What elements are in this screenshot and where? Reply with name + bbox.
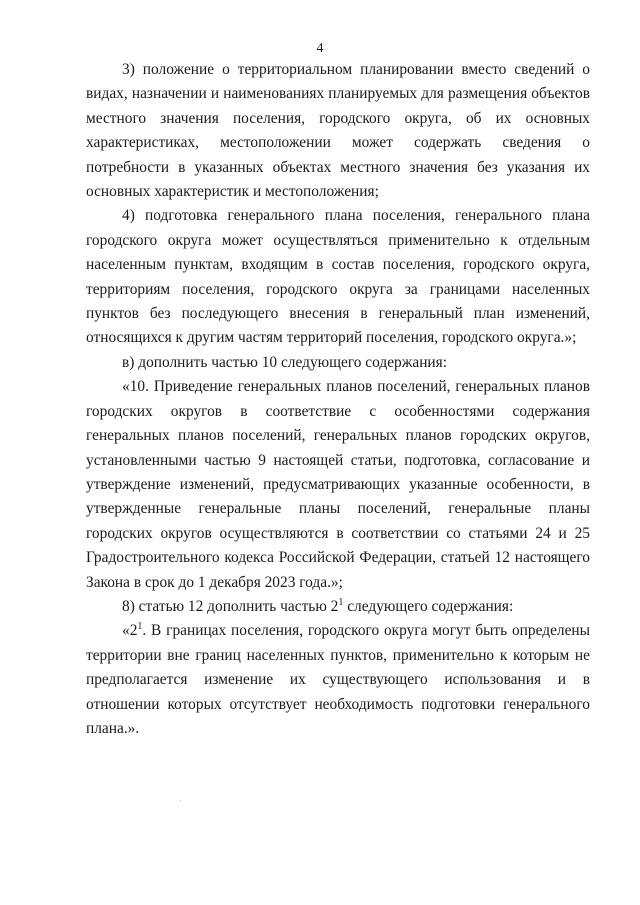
paragraph-item-8 — [86, 595, 590, 619]
part-2-1-superscript: 1 — [137, 621, 143, 633]
paragraph-subitem-v: в) дополнить частью 10 следующего содержания: — [122, 353, 448, 371]
part-2-1-number: «2 — [122, 622, 138, 640]
paragraph-item-3: 3) положение о территориальном планировании вместо сведений о видах, назначении и наименованиях планируемых для размещения объектов местного значения поселения, городского округа, об их основных характеристиках, местоположении может содержать сведения о потребности в указанных объектах местного значения без указания их основных характеристик и местоположения; — [86, 61, 590, 201]
paragraph-part-2-1 — [86, 619, 590, 741]
scan-speck — [180, 800, 181, 801]
page-number: 4 — [316, 41, 324, 56]
paragraph-item-4: 4) подготовка генерального плана поселения, генерального плана городского округа может осуществляться применительно к отдельным населенным пунктам, входящим в состав поселения, городского округа, территориям поселения, городского округа за границами населенных пунктов без последующего внесения в генеральный план изменений, относящихся к другим частям территорий поселения, городского округа.»; — [86, 207, 590, 347]
document-body — [86, 58, 590, 741]
paragraph-part-10: «10. Приведение генеральных планов поселений, генеральных планов городских округов в соответствие с особенностями содержания генеральных планов поселений, генеральных планов городских округов, установленными частью 9 настоящей статьи, подготовка, согласование и утверждение изменений, предусматривающих указанные особенности, в утвержденные генеральные планы поселений, генеральные планы городских округов осуществляются в соответствии со статьями 24 и 25 Градостроительного кодекса Российской Федерации, статьей 12 настоящего Закона в срок до 1 декабря 2023 года.»; — [86, 378, 590, 591]
item-8-text: 8) статью 12 дополнить частью 2 — [122, 597, 339, 615]
item-8-superscript: 1 — [338, 596, 344, 608]
item-8-text-end: следующего содержания: — [343, 597, 514, 615]
part-2-1-text: . В границах поселения, городского округа могут быть определены территории вне границ населенных пунктов, применительно к которым не предполагается изменение их существующего использования и в отношении которых отсутствует необходимость подготовки генерального плана.». — [86, 622, 590, 737]
